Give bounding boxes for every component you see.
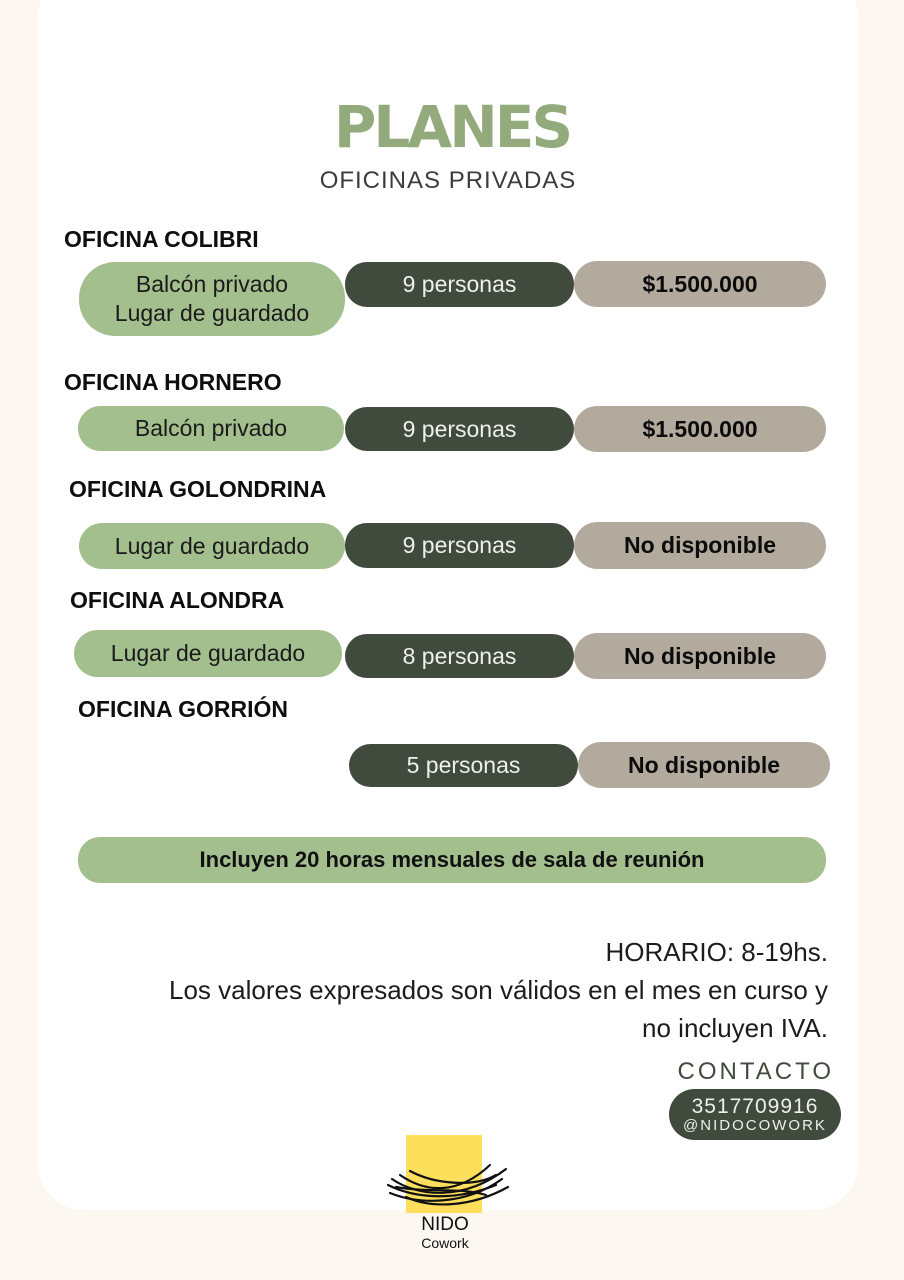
office-features-golondrina: Lugar de guardado bbox=[79, 523, 345, 569]
office-price-gorrion: No disponible bbox=[578, 742, 830, 788]
contact-phone: 3517709916 bbox=[691, 1095, 819, 1118]
feature-label: Balcón privado bbox=[135, 271, 289, 297]
office-capacity-golondrina: 9 personas bbox=[345, 523, 574, 568]
office-name-golondrina: OFICINA GOLONDRINA bbox=[69, 476, 327, 502]
office-features-alondra: Lugar de guardado bbox=[74, 630, 342, 677]
office-features-colibri bbox=[79, 262, 345, 336]
terms-notes bbox=[48, 933, 828, 1047]
office-name-alondra: OFICINA ALONDRA bbox=[70, 587, 285, 613]
logo-name: NIDO bbox=[421, 1214, 469, 1235]
disclaimer-line-2: no incluyen IVA. bbox=[642, 1013, 828, 1043]
contact-label: CONTACTO bbox=[677, 1058, 834, 1085]
office-capacity-hornero: 9 personas bbox=[345, 407, 574, 451]
office-price-hornero: $1.500.000 bbox=[574, 406, 826, 452]
contact-handle: @NIDOCOWORK bbox=[683, 1117, 827, 1134]
meeting-room-notice: Incluyen 20 horas mensuales de sala de reunión bbox=[78, 837, 826, 883]
office-capacity-gorrion: 5 personas bbox=[349, 744, 578, 787]
feature-label: Lugar de guardado bbox=[114, 300, 310, 326]
office-name-colibri: OFICINA COLIBRI bbox=[64, 226, 259, 252]
office-capacity-alondra: 8 personas bbox=[345, 634, 574, 678]
office-price-golondrina: No disponible bbox=[574, 522, 826, 569]
page-title: PLANES bbox=[333, 93, 571, 161]
logo-subtitle: Cowork bbox=[421, 1235, 469, 1251]
office-price-colibri: $1.500.000 bbox=[574, 261, 826, 307]
hours-text: HORARIO: 8-19hs. bbox=[605, 937, 828, 967]
page-subtitle: OFICINAS PRIVADAS bbox=[319, 167, 577, 194]
contact-badge bbox=[669, 1089, 841, 1140]
office-name-hornero: OFICINA HORNERO bbox=[64, 369, 282, 395]
office-capacity-colibri: 9 personas bbox=[345, 262, 574, 307]
logo-wordmark bbox=[390, 1215, 500, 1251]
disclaimer-line-1: Los valores expresados son válidos en el mes en curso y bbox=[168, 975, 828, 1005]
office-features-hornero: Balcón privado bbox=[78, 406, 344, 451]
office-price-alondra: No disponible bbox=[574, 633, 826, 679]
office-name-gorrion: OFICINA GORRIÓN bbox=[78, 696, 288, 722]
